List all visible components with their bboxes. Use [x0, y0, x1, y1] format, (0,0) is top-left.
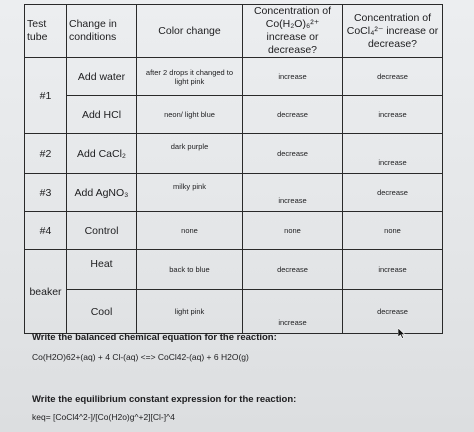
- question-keq: Write the equilibrium constant expression for the reaction:: [32, 394, 297, 405]
- color-cell: milky pink: [137, 174, 243, 212]
- co-cell: increase: [243, 290, 343, 334]
- header-row: [25, 5, 443, 58]
- tube-cell: #4: [25, 212, 67, 250]
- cocl-cell: increase: [343, 134, 443, 174]
- results-table: [24, 4, 443, 334]
- table-row: [25, 212, 443, 250]
- table-row: [25, 96, 443, 134]
- color-cell: dark purple: [137, 134, 243, 174]
- header-co-concentration: Concentration of Co(H₂O)₆²⁺ increase or decrease?: [243, 5, 343, 58]
- question-equation: Write the balanced chemical equation for the reaction:: [32, 332, 277, 343]
- header-color: Color change: [137, 5, 243, 58]
- table-row: [25, 58, 443, 96]
- table-row: [25, 250, 443, 290]
- tube-cell: #3: [25, 174, 67, 212]
- header-test-tube: Test tube: [25, 5, 67, 58]
- answer-equation: Co(H2O)62+(aq) + 4 Cl-(aq) <=> CoCl42-(aq) + 6 H2O(g): [32, 352, 249, 362]
- change-cell: Add AgNO₃: [67, 174, 137, 212]
- table-row: [25, 134, 443, 174]
- color-cell: neon/ light blue: [137, 96, 243, 134]
- tube-cell: #2: [25, 134, 67, 174]
- cocl-cell: increase: [343, 96, 443, 134]
- color-cell: none: [137, 212, 243, 250]
- table-row: [25, 290, 443, 334]
- change-cell: Cool: [67, 290, 137, 334]
- header-cocl-concentration: Concentration of CoCl₄²⁻ increase or decrease?: [343, 5, 443, 58]
- header-change: Change in conditions: [67, 5, 137, 58]
- cocl-cell: decrease: [343, 290, 443, 334]
- change-cell: Heat: [67, 250, 137, 290]
- cocl-cell: increase: [343, 250, 443, 290]
- mouse-pointer-icon: [398, 328, 406, 339]
- change-cell: Control: [67, 212, 137, 250]
- tube-cell: beaker: [25, 250, 67, 334]
- color-cell: after 2 drops it changed to light pink: [137, 58, 243, 96]
- co-cell: increase: [243, 174, 343, 212]
- color-cell: light pink: [137, 290, 243, 334]
- cocl-cell: none: [343, 212, 443, 250]
- tube-cell: #1: [25, 58, 67, 134]
- change-cell: Add CaCl₂: [67, 134, 137, 174]
- co-cell: decrease: [243, 250, 343, 290]
- co-cell: increase: [243, 58, 343, 96]
- co-cell: decrease: [243, 96, 343, 134]
- change-cell: Add HCl: [67, 96, 137, 134]
- cocl-cell: decrease: [343, 174, 443, 212]
- co-cell: none: [243, 212, 343, 250]
- answer-keq: keq= [CoCl4^2-]/[Co(H2o)g^+2][Cl-]^4: [32, 412, 175, 422]
- table-row: [25, 174, 443, 212]
- color-cell: back to blue: [137, 250, 243, 290]
- cocl-cell: decrease: [343, 58, 443, 96]
- change-cell: Add water: [67, 58, 137, 96]
- co-cell: decrease: [243, 134, 343, 174]
